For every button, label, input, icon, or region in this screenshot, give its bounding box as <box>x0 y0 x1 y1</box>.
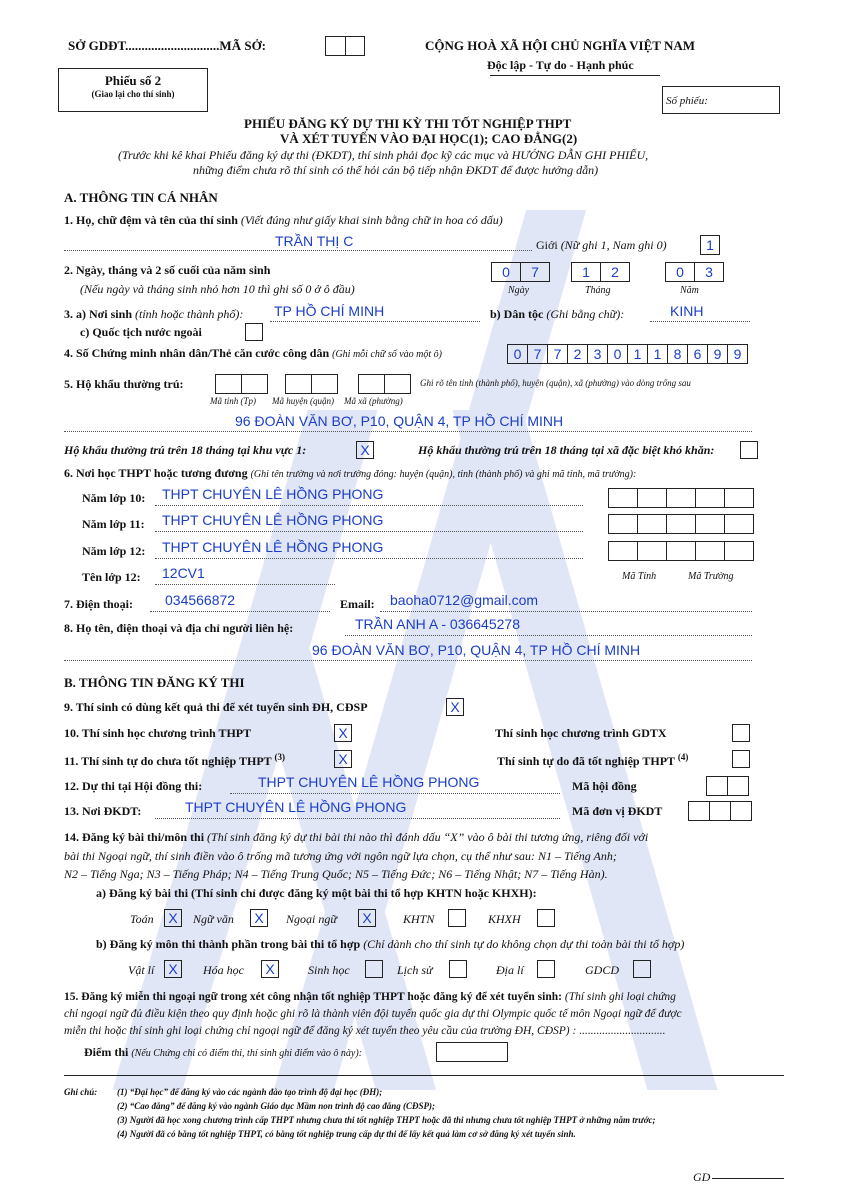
school-12-code-grid[interactable] <box>609 541 754 561</box>
q3a-hint: (tỉnh hoặc thành phố): <box>135 307 244 321</box>
phone-value[interactable]: 034566872 <box>165 592 236 608</box>
note-3: (3) Người đã học xong chương trình cấp THPT nhưng chưa thi tốt nghiệp THPT hoặc đã thi nhưng chưa tốt nghiệp THPT ở những năm trước; <box>117 1115 656 1125</box>
id-digit[interactable]: 0 <box>607 344 628 364</box>
exam-khxh-label: KHXH <box>488 912 521 926</box>
ma-huyen-boxes[interactable] <box>285 374 338 394</box>
birthplace-value[interactable]: TP HỒ CHÍ MINH <box>274 303 385 319</box>
motto-underline <box>490 75 660 76</box>
q15-line-2: chỉ ngoại ngữ đủ điều kiện theo quy định hoặc ghi rõ là thành viên đội tuyển quốc gia dự thi Olympic quốc tế môn Ngoại ngữ để được <box>64 1008 682 1020</box>
form-instruction-2: những điểm chưa rõ thí sinh có thể hỏi cán bộ tiếp nhận ĐKDT để được hướng dẫn) <box>193 163 599 177</box>
q15-line-3: miễn thi hoặc thí sinh ghi loại chứng chỉ ngoại ngữ để đăng ký xét tuyển theo yêu cầu của trường ĐH, CĐSP) : .............................. <box>64 1025 666 1037</box>
dob-year-1[interactable]: 0 <box>665 262 695 282</box>
q6-hint: (Ghi tên trường và nơi trường đóng: huyện (quận), tỉnh (thành phố) và ghi mã tỉnh, mã trường): <box>250 469 637 480</box>
form-instruction-1: (Trước khi kê khai Phiếu đăng ký dự thi (ĐKDT), thí sinh phải đọc kỹ các mục và HƯỚNG DẪN GHI PHIẾU, <box>118 148 649 162</box>
phone-line <box>150 611 330 612</box>
q11-label: 11. Thí sinh tự do chưa tốt nghiệp THPT <box>64 754 272 768</box>
phieu-so-box <box>58 68 208 112</box>
ma-so-divider <box>345 36 346 56</box>
dob-month-2[interactable]: 2 <box>600 262 630 282</box>
dob-month-label: Tháng <box>585 285 611 296</box>
ma-xa-boxes[interactable] <box>358 374 411 394</box>
q13-line <box>155 818 560 819</box>
q4-hint: (Ghi mỗi chữ số vào một ô) <box>332 349 443 360</box>
q5-label: 5. Hộ khẩu thường trú: <box>64 377 184 391</box>
section-a-title: A. THÔNG TIN CÁ NHÂN <box>64 190 218 205</box>
phieu-note: (Giao lại cho thí sinh) <box>91 89 175 99</box>
q12-code-label: Mã hội đồng <box>572 779 637 793</box>
dob-year-label: Năm <box>680 285 699 296</box>
id-digit[interactable]: 1 <box>647 344 668 364</box>
email-value[interactable]: baoha0712@gmail.com <box>390 592 539 608</box>
q14-label: 14. Đăng ký bài thi/môn thi <box>64 830 205 844</box>
q14a-label: a) Đăng ký bài thi (Thí sinh chỉ được đăng ký một bài thi tổ hợp KHTN hoặc KHXH): <box>96 886 537 900</box>
q10-label: 10. Thí sinh học chương trình THPT <box>64 726 252 740</box>
contact-address-value[interactable]: 96 ĐOÀN VĂN BƠ, P10, QUẬN 4, TP HỒ CHÍ MINH <box>312 642 641 658</box>
q12-line <box>230 793 560 794</box>
id-digit[interactable]: 3 <box>587 344 608 364</box>
diem-thi-box[interactable] <box>436 1042 508 1062</box>
exam-lichsu-label: Lịch sử <box>397 963 433 977</box>
q2-label: 2. Ngày, tháng và 2 số cuối của năm sinh <box>64 263 271 277</box>
q9-checkbox[interactable]: X <box>446 698 464 716</box>
id-digit[interactable]: 6 <box>687 344 708 364</box>
q11b-label: Thí sinh tự do đã tốt nghiệp THPT <box>497 754 675 768</box>
id-digit[interactable]: 9 <box>727 344 748 364</box>
q13-label: 13. Nơi ĐKDT: <box>64 804 142 818</box>
notes-divider <box>64 1075 784 1076</box>
birthplace-line <box>270 321 480 322</box>
dob-month-1[interactable]: 1 <box>571 262 601 282</box>
class-line <box>155 584 335 585</box>
exam-khxh-checkbox[interactable] <box>537 909 555 927</box>
motto: Độc lập - Tự do - Hạnh phúc <box>487 58 634 72</box>
section-b-title: B. THÔNG TIN ĐĂNG KÝ THI <box>64 675 245 690</box>
q11b-sup: (4) <box>677 752 689 762</box>
exam-nguvan-label: Ngữ văn <box>193 912 234 926</box>
id-digit[interactable]: 7 <box>547 344 568 364</box>
gender-label: Giới <box>536 238 558 252</box>
address-value[interactable]: 96 ĐOÀN VĂN BƠ, P10, QUẬN 4, TP HỒ CHÍ MINH <box>235 413 564 429</box>
q1-hint: (Viết đúng như giấy khai sinh bằng chữ in hoa có dấu) <box>240 213 503 227</box>
foreign-nationality-checkbox[interactable] <box>245 323 263 341</box>
phieu-so: Phiếu số 2 <box>104 73 162 88</box>
q13-value[interactable]: THPT CHUYÊN LÊ HỒNG PHONG <box>185 799 407 815</box>
q3c-label: c) Quốc tịch nước ngoài <box>80 325 202 339</box>
ethnicity-value[interactable]: KINH <box>670 303 704 319</box>
q5-hint: Ghi rõ tên tỉnh (thành phố), huyện (quận), xã (phường) vào dòng trống sau <box>420 378 691 388</box>
exam-gdcd-checkbox[interactable] <box>633 960 651 978</box>
q14b-label: b) Đăng ký môn thi thành phần trong bài thi tổ hợp <box>96 937 361 951</box>
q10-checkbox[interactable]: X <box>334 724 352 742</box>
q10b-checkbox[interactable] <box>732 724 750 742</box>
school-12-line <box>155 558 583 559</box>
q7-label: 7. Điện thoại: <box>64 597 133 611</box>
exam-sinhhoc-checkbox[interactable] <box>365 960 383 978</box>
exam-diali-label: Địa lí <box>496 963 524 977</box>
school-11-line <box>155 531 583 532</box>
gender-box[interactable]: 1 <box>700 235 720 255</box>
exam-hoahoc-checkbox[interactable]: X <box>261 960 279 978</box>
exam-khtn-checkbox[interactable] <box>448 909 466 927</box>
school-11-code-grid[interactable] <box>609 514 754 534</box>
exam-toan-label: Toán <box>130 912 154 926</box>
dac-biet-label: Hộ khẩu thường trú trên 18 tháng tại xã đặc biệt khó khăn: <box>418 443 715 457</box>
id-digit[interactable]: 7 <box>527 344 548 364</box>
class-label: Tên lớp 12: <box>82 570 141 584</box>
q12-label: 12. Dự thi tại Hội đồng thi: <box>64 779 203 793</box>
q8-label: 8. Họ tên, điện thoại và địa chỉ người liên hệ: <box>64 621 294 635</box>
email-label: Email: <box>340 597 375 611</box>
id-number-boxes[interactable] <box>507 344 748 364</box>
dac-biet-checkbox[interactable] <box>740 441 758 459</box>
exam-vatli-label: Vật lí <box>128 963 155 977</box>
ma-tinh-boxes[interactable] <box>215 374 268 394</box>
ma-xa-label: Mã xã (phường) <box>344 396 403 406</box>
exam-diali-checkbox[interactable] <box>537 960 555 978</box>
q3b-hint: (Ghi bằng chữ): <box>546 307 625 321</box>
email-line <box>380 611 752 612</box>
diem-thi-hint: (Nếu Chứng chỉ có điểm thi, thí sinh ghi điểm vào ô này): <box>131 1048 363 1059</box>
id-digit[interactable]: 1 <box>627 344 648 364</box>
q6-label: 6. Nơi học THPT hoặc tương đương <box>64 466 248 480</box>
q11b-checkbox[interactable] <box>732 750 750 768</box>
diem-thi-label: Điểm thi <box>84 1045 129 1059</box>
q11-checkbox[interactable]: X <box>334 750 352 768</box>
school-12-value[interactable]: THPT CHUYÊN LÊ HỒNG PHONG <box>162 539 384 555</box>
q4-label: 4. Số Chứng minh nhân dân/Thẻ căn cước công dân <box>64 346 330 360</box>
ethnicity-line <box>650 321 750 322</box>
id-digit[interactable]: 8 <box>667 344 688 364</box>
exam-khtn-label: KHTN <box>403 912 435 926</box>
q9-label: 9. Thí sinh có dùng kết quả thi để xét tuyển sinh ĐH, CĐSP <box>64 700 368 714</box>
exam-sinhhoc-label: Sinh học <box>308 963 350 977</box>
ma-huyen-label: Mã huyện (quận) <box>272 396 334 406</box>
so-gddt-label: SỞ GDĐT.............................MÃ SỞ: <box>68 38 267 53</box>
q13-code-label: Mã đơn vị ĐKDT <box>572 804 663 818</box>
dob-day-label: Ngày <box>508 285 530 296</box>
khu-vuc-1-checkbox[interactable]: X <box>356 441 374 459</box>
gender-hint: (Nữ ghi 1, Nam ghi 0) <box>560 238 667 252</box>
note-4: (4) Người đã có bằng tốt nghiệp THPT, có bằng tốt nghiệp trung cấp dự thi để lấy kết quả làm cơ sở đăng ký xét tuyển sinh. <box>117 1129 576 1139</box>
so-phieu-box[interactable] <box>662 86 780 114</box>
exam-gdcd-label: GDCD <box>585 963 620 977</box>
q14-line-3: N2 – Tiếng Nga; N3 – Tiếng Pháp; N4 – Tiếng Trung Quốc; N5 – Tiếng Đức; N6 – Tiếng Nhật; N7 – Tiếng Hàn). <box>64 867 608 881</box>
name-line <box>64 250 532 251</box>
exam-toan-checkbox[interactable]: X <box>164 909 182 927</box>
dob-day-2[interactable]: 7 <box>520 262 550 282</box>
q15-line-1b: (Thí sinh ghi loại chứng <box>564 991 676 1003</box>
so-phieu-label: Số phiếu: <box>666 95 708 107</box>
dob-day-1[interactable]: 0 <box>491 262 521 282</box>
exam-lichsu-checkbox[interactable] <box>449 960 467 978</box>
school-12-label: Năm lớp 12: <box>82 544 146 558</box>
q3b-label: b) Dân tộc <box>490 307 544 321</box>
footer-line <box>712 1178 784 1179</box>
q13-code-grid[interactable] <box>689 801 752 821</box>
q14-line-1: (Thí sinh đăng ký dự thi bài thi nào thì đánh dấu “X” vào ô bài thi tương ứng, riêng đối với <box>207 830 649 844</box>
school-10-label: Năm lớp 10: <box>82 491 146 505</box>
note-2: (2) “Cao đẳng” để đăng ký vào ngành Giáo dục Mầm non trình độ cao đẳng (CĐSP); <box>117 1101 436 1111</box>
class-value[interactable]: 12CV1 <box>162 565 205 581</box>
khu-vuc-1-label: Hộ khẩu thường trú trên 18 tháng tại khu vực 1: <box>64 443 307 457</box>
q3a-label: 3. a) Nơi sinh <box>64 307 132 321</box>
school-10-code-grid[interactable] <box>609 488 754 508</box>
q11-sup: (3) <box>274 752 285 762</box>
school-11-value[interactable]: THPT CHUYÊN LÊ HỒNG PHONG <box>162 512 384 528</box>
contact-line <box>345 635 752 636</box>
q12-value[interactable]: THPT CHUYÊN LÊ HỒNG PHONG <box>258 774 480 790</box>
id-digit[interactable]: 0 <box>507 344 528 364</box>
dob-year-2[interactable]: 3 <box>694 262 724 282</box>
exam-vatli-checkbox[interactable]: X <box>164 960 182 978</box>
q15-line-1: 15. Đăng ký miễn thi ngoại ngữ trong xét công nhận tốt nghiệp THPT hoặc đăng ký để xét tuyển sinh: <box>64 991 562 1003</box>
school-10-line <box>155 505 583 506</box>
footer-gd: GD <box>693 1170 711 1184</box>
form-title-1: PHIẾU ĐĂNG KÝ DỰ THI KỲ THI TỐT NGHIỆP THPT <box>244 116 572 131</box>
form-title-2: VÀ XÉT TUYỂN VÀO ĐẠI HỌC(1); CAO ĐẲNG(2) <box>280 131 578 146</box>
q12-code-grid[interactable] <box>707 776 749 796</box>
q14-line-2: bài thi Ngoại ngữ, thí sinh điền vào ô trống mã tương ứng với ngôn ngữ lựa chọn, cụ thể như sau: N1 – Tiếng Anh; <box>64 849 617 863</box>
contact-value[interactable]: TRẦN ANH A - 036645278 <box>355 616 520 632</box>
id-digit[interactable]: 9 <box>707 344 728 364</box>
exam-hoahoc-label: Hóa học <box>203 963 244 977</box>
q2-hint: (Nếu ngày và tháng sinh nhỏ hơn 10 thì ghi số 0 ở ô đầu) <box>80 282 355 296</box>
contact-address-line <box>64 660 752 661</box>
address-line <box>64 431 752 432</box>
notes-label: Ghi chú: <box>64 1087 98 1097</box>
ma-truong-caption: Mã Trường <box>688 571 734 582</box>
school-11-label: Năm lớp 11: <box>82 517 145 531</box>
ma-tinh-caption: Mã Tỉnh <box>622 571 657 582</box>
q10b-label: Thí sinh học chương trình GDTX <box>495 726 667 740</box>
q14b-hint: (Chỉ dành cho thí sinh tự do không chọn dự thi toàn bài thi tổ hợp) <box>363 937 685 951</box>
school-10-value[interactable]: THPT CHUYÊN LÊ HỒNG PHONG <box>162 486 384 502</box>
id-digit[interactable]: 2 <box>567 344 588 364</box>
exam-ngoaingu-checkbox[interactable]: X <box>358 909 376 927</box>
exam-ngoaingu-label: Ngoại ngữ <box>286 912 337 926</box>
country-name: CỘNG HOÀ XÃ HỘI CHỦ NGHĨA VIỆT NAM <box>425 38 696 53</box>
full-name-value[interactable]: TRẦN THỊ C <box>275 233 354 249</box>
exam-nguvan-checkbox[interactable]: X <box>250 909 268 927</box>
note-1: (1) “Đại học” để đăng ký vào các ngành đào tạo trình độ đại học (ĐH); <box>117 1087 383 1097</box>
q1-label: 1. Họ, chữ đệm và tên của thí sinh <box>64 213 238 227</box>
ma-tinh-label: Mã tỉnh (Tp) <box>210 396 256 406</box>
